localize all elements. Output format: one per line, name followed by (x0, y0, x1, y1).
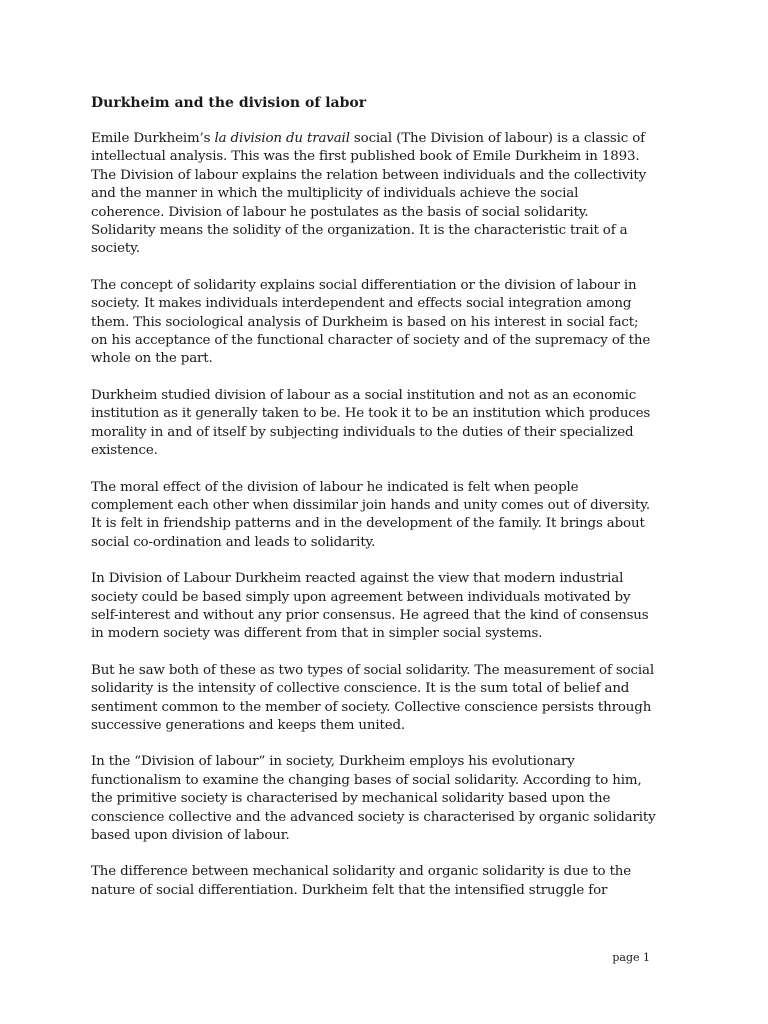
paragraph (91, 863, 691, 900)
text-line: solidarity is the intensity of collective conscience. It is the sum total of belief and (91, 681, 630, 697)
page-number: page 1 (612, 951, 650, 964)
text-line: sentiment common to the member of society. Collective conscience persists through (91, 699, 652, 715)
text-line: The Division of labour explains the relation between individuals and the collectivity (91, 167, 647, 183)
text-line: successive generations and keeps them united. (91, 717, 405, 733)
text-line: Solidarity means the solidity of the organization. It is the characteristic trait of a (91, 223, 628, 239)
paragraph (91, 662, 691, 736)
text-line: in modern society was different from that in simpler social systems. (91, 626, 543, 642)
paragraph (91, 479, 691, 553)
paragraph (91, 570, 691, 644)
text-line: But he saw both of these as two types of social solidarity. The measurement of social (91, 662, 654, 678)
text-line: It is felt in friendship patterns and in the development of the family. It brings about (91, 516, 645, 532)
text-line: The concept of solidarity explains social differentiation or the division of labour in (91, 277, 637, 293)
text-line: conscience collective and the advanced society is characterised by organic solidarity (91, 809, 656, 825)
paragraph (91, 277, 691, 369)
text-line: based upon division of labour. (91, 828, 290, 843)
text-line: morality in and of itself by subjecting individuals to the duties of their specialized (91, 424, 634, 440)
text-line: on his acceptance of the functional character of society and of the supremacy of the (91, 333, 651, 349)
text-line: complement each other when dissimilar join hands and unity comes out of diversity. (91, 497, 650, 513)
text-line (91, 130, 691, 148)
text-line: Durkheim studied division of labour as a social institution and not as an economic (91, 387, 637, 403)
text-line: intellectual analysis. This was the first published book of Emile Durkheim in 1893. (91, 149, 640, 165)
text-line: society could be based simply upon agreement between individuals motivated by (91, 589, 631, 605)
text-line: society. (91, 241, 140, 257)
text-line: and the manner in which the multiplicity of individuals achieve the social (91, 186, 579, 202)
paragraph (91, 753, 691, 845)
text-line: social co-ordination and leads to solidarity. (91, 534, 376, 550)
text-line: them. This sociological analysis of Durkheim is based on his interest in social fact; (91, 314, 639, 330)
text-line: In Division of Labour Durkheim reacted against the view that modern industrial (91, 571, 624, 587)
text-line: In the “Division of labour” in society, Durkheim employs his evolutionary (91, 754, 575, 770)
text-line: functionalism to examine the changing bases of social solidarity. According to him, (91, 772, 642, 788)
text-line: existence. (91, 443, 158, 459)
text-line: The difference between mechanical solidarity and organic solidarity is due to the (91, 864, 632, 880)
text-line: society. It makes individuals interdependent and effects social integration among (91, 296, 632, 312)
text-line: whole on the part. (91, 351, 213, 367)
italic-text: la division du travail (214, 131, 350, 146)
text-line: coherence. Division of labour he postulates as the basis of social solidarity. (91, 204, 589, 220)
text-line: the primitive society is characterised by mechanical solidarity based upon the (91, 791, 611, 807)
text-segment: social (The Division of labour) is a classic of (349, 131, 645, 146)
text-line: The moral effect of the division of labour he indicated is felt when people (91, 479, 579, 495)
paragraph-container (91, 130, 691, 900)
text-line: nature of social differentiation. Durkheim felt that the intensified struggle for (91, 882, 608, 898)
paragraph (91, 387, 691, 461)
document-body (91, 94, 691, 918)
paragraph (91, 130, 691, 259)
document-title: Durkheim and the division of labor (91, 95, 367, 111)
text-line: self-interest and without any prior consensus. He agreed that the kind of consensus (91, 607, 649, 623)
text-line: institution as it generally taken to be. He took it to be an institution which produces (91, 406, 651, 422)
text-segment: Emile Durkheim’s (91, 131, 215, 146)
